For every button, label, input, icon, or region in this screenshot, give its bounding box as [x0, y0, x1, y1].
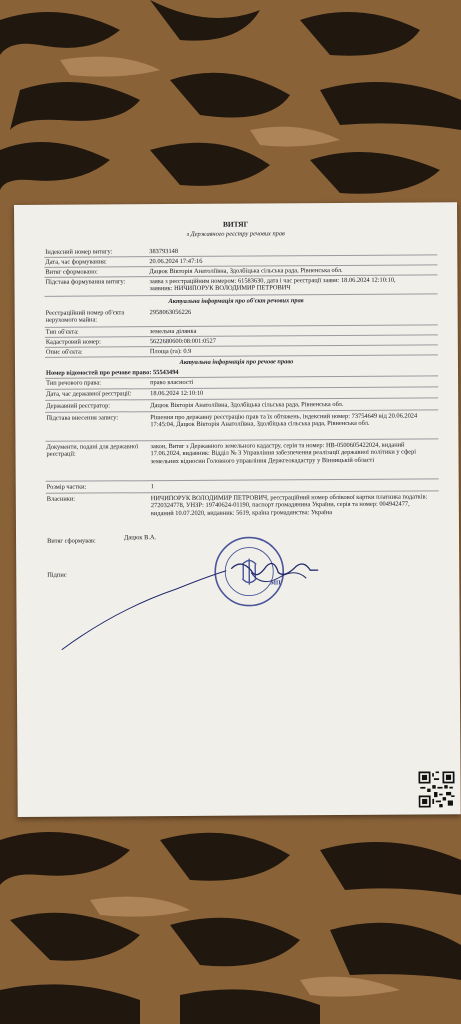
object-description-label: Опис об'єкта:	[45, 348, 83, 356]
object-type-label: Тип об'єкта:	[45, 328, 79, 336]
formed-datetime-label: Дата, час формування:	[45, 258, 107, 266]
document-title: ВИТЯГ	[222, 219, 249, 229]
object-description-value: Площа (га): 0.9	[149, 347, 192, 356]
share-size-value: 1	[150, 483, 154, 491]
extract-index-value: 383793148	[149, 247, 179, 256]
formed-by-footer-value: Дацюк В.А.	[124, 534, 157, 542]
signature-label: Підпис	[47, 571, 67, 579]
right-number-label: Номер відомостей про речове право: 55543494	[46, 368, 179, 377]
entry-basis-label: Підстава внесення запису:	[46, 414, 119, 422]
divider	[45, 386, 438, 389]
owners-label: Власники:	[46, 495, 76, 503]
divider	[45, 344, 438, 347]
documents-value: закон, Витяг з Державного земельного кадастру, серія та номер: НВ-0500605422024, виданий 17.06.2024, видавник: Відділ № 3 Управління забезпечення реалізації державної політики у сфері земельних відносин Головного управління Держгеокадастру у Вінницькій області	[150, 441, 417, 465]
right-type-value: право власності	[150, 378, 194, 387]
registration-datetime-value: 18.06.2024 12:10:10	[150, 389, 204, 398]
document-subtitle: з Державного реєстру речових прав	[186, 230, 285, 238]
basis-value: заява з реєстраційним номером: 61583630, дата і час реєстрації заяви: 18.06.2024 12:10:10, заявник: НИЧИПОРУК ВОЛОДИМИР ПЕТРОВИЧ	[149, 276, 396, 293]
registrar-value: Дацюк Вікторія Анатоліївна, Здолбіцька сільська рада, Рівненська обл.	[150, 400, 344, 410]
entry-basis-value: Рішення про державну реєстрацію прав та їх обтяжень, індексний номер: 73754649 від 20.06.2024 17:45:04, Дацюк Вікторія Анатоліївна, Здолбіцька сільська рада, Рівненська обл.	[150, 412, 418, 429]
documents-label: Документи, подані для державної реєстрації:	[46, 443, 139, 459]
formed-by-footer-label: Витяг сформував:	[47, 537, 96, 545]
registrar-label: Державний реєстратор:	[46, 402, 111, 410]
divider	[45, 324, 438, 327]
registration-datetime-label: Дата, час державної реєстрації:	[46, 390, 132, 398]
divider	[45, 334, 438, 337]
section-right-title: Актуальна інформація про речове право	[179, 358, 294, 366]
basis-label: Підстава формування витягу:	[45, 278, 126, 286]
share-size-label: Розмір частки:	[46, 483, 87, 491]
divider	[45, 397, 438, 400]
qr-code	[418, 771, 454, 807]
stamp-mp-text: МП	[270, 580, 281, 587]
extract-index-label: Індексний номер витягу:	[45, 248, 113, 256]
registry-extract-document	[14, 202, 461, 817]
handwritten-signature	[56, 548, 357, 655]
formed-by-value: Дацюк Вікторія Анатоліївна, Здолбіцька сільська рада, Рівненська обл.	[149, 266, 343, 276]
right-type-label: Тип речового права:	[46, 379, 102, 387]
registration-number-value: 2958063056226	[149, 308, 192, 317]
formed-datetime-value: 20.06.2024 17:47:16	[149, 257, 203, 266]
cadastral-number-label: Кадастровий номер:	[45, 338, 101, 346]
registration-number-label: Реєстраційний номер об'єкта нерухомого майна:	[45, 309, 125, 325]
section-object-title: Актуальна інформація про об'єкт речових прав	[168, 297, 304, 306]
cadastral-number-value: 5622680600:08:001:0527	[149, 337, 216, 346]
owners-value: НИЧИПОРУК ВОЛОДИМИР ПЕТРОВИЧ, реєстраційний номер облікової картки платника податків: 2720324778, УНЗР: 19740624-01190, паспорт громадянина України, серія та номер: 004942477, виданий 10.07.2020, видавник: 5619, країна громадянства: Україна	[150, 493, 428, 517]
object-type-value: земельна ділянка	[149, 327, 197, 336]
divider	[46, 478, 439, 481]
formed-by-label: Витяг сформовано:	[45, 268, 98, 276]
